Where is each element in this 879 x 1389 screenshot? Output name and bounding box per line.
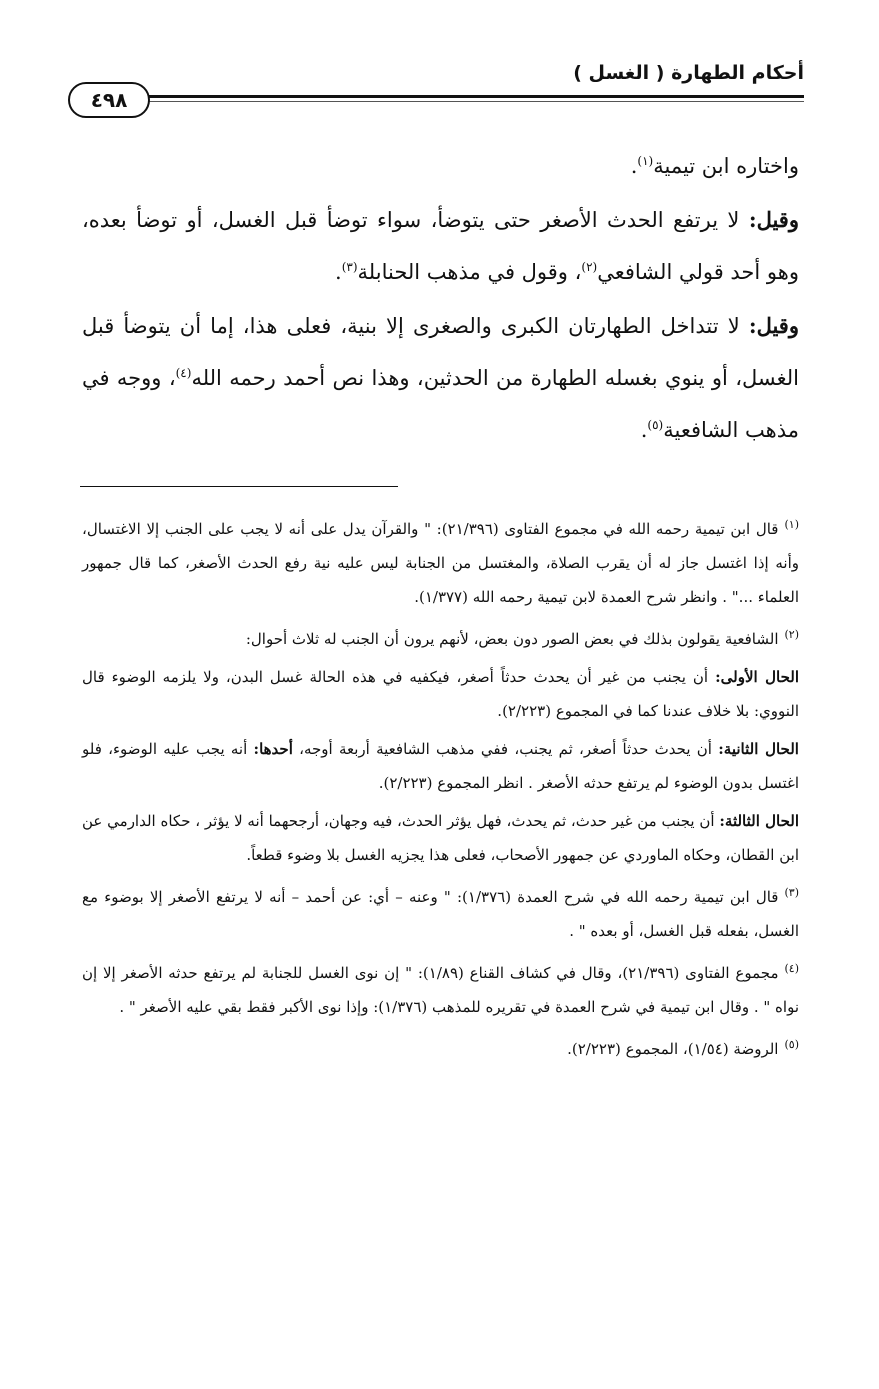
paragraph: واختاره ابن تيمية$^{(١)}$. (630, 154, 799, 178)
footnote: $^{(٤)}$مجموع الفتاوى (٢١/٣٩٦)، وقال في كشاف القناع (١/٨٩): " إن نوى الغسل للجنابة لم يرتفع حدثه الأصغر إلا إن نواه " . وقال ابن تيمية في شرح العمدة في تقريره للمذهب (١/٣٧٦): وإذا نوى الأكبر فقط بقي عليه الأصغر " . (82, 962, 799, 1016)
running-title: أحكام الطهارة ( الغسل ) (573, 62, 804, 84)
footnote-case: الحال الثانية: أن يحدث حدثاً أصغر، ثم يجنب، ففي مذهب الشافعية أربعة أوجه، أحدها: أنه يجب عليه الوضوء، فلو اغتسل بدون الوضوء لم يرتفع حدثه الأصغر . انظر المجموع (٢/٢٢٣). (82, 740, 799, 792)
page-header (70, 52, 804, 122)
footnote: $^{(٢)}$الشافعية يقولون بذلك في بعض الصور دون بعض، لأنهم يرون أن الجنب له ثلاث أحوال: (245, 628, 799, 648)
paragraph: وقيل: لا تتداخل الطهارتان الكبرى والصغرى إلا بنية، فعلى هذا، إما أن يتوضأ قبل الغسل، أو ينوي بغسله الطهارة من الحدثين، وهذا نص أحمد رحمه الله$^{(٤)}$، ووجه في مذهب الشافعية$^{(٥)}$. (82, 313, 799, 442)
footnote-ref: (٢) (581, 260, 598, 274)
footnote-case: الحال الأولى: أن يجنب من غير أن يحدث حدثاً أصغر، فيكفيه في هذه الحالة غسل البدن، ولا يلزمه الوضوء قال النووي: بلا خلاف عندنا كما في المجموع (٢/٢٢٣). (82, 668, 800, 720)
footnote: $^{(٣)}$قال ابن تيمية رحمه الله في شرح العمدة (١/٣٧٦): " وعنه – أي: عن أحمد – أنه لا يرتفع الأصغر إلا بوضوء مع الغسل، بفعله قبل الغسل، أو بعده " . (82, 886, 799, 940)
bold-lead: وقيل: (748, 313, 799, 338)
bold-lead: وقيل: (748, 207, 799, 232)
footnote: $^{(٥)}$الروضة (١/٥٤)، المجموع (٢/٢٢٣). (567, 1038, 799, 1058)
header-rule (70, 95, 804, 102)
footnote-ref: (٣) (341, 260, 358, 274)
footnote-separator (80, 486, 398, 487)
footnote-ref: (٤) (175, 366, 192, 380)
footnote-ref: (١) (637, 154, 654, 168)
footnote-case: الحال الثالثة: أن يجنب من غير حدث، ثم يحدث، فهل يؤثر الحدث، فيه وجهان، أرجحهما أنه لا يؤثر ، حكاه الدارمي عن ابن القطان، وحكاه الماوردي عن جمهور الأصحاب، فعلى هذا يجزيه الغسل بلا وضوء قطعاً. (82, 812, 799, 864)
footnote: $^{(١)}$قال ابن تيمية رحمه الله في مجموع الفتاوى (٢١/٣٩٦): " والقرآن يدل على أنه لا يجب على الجنب إلا الاغتسال، وأنه إذا اغتسل جاز له أن يقرب الصلاة، والمغتسل من الجنابة ليس عليه نية رفع الحدث الأصغر، كما قال جمهور العلماء ..." . وانظر شرح العمدة لابن تيمية رحمه الله (١/٣٧٧). (82, 518, 799, 606)
footnotes (82, 508, 799, 1070)
paragraph: وقيل: لا يرتفع الحدث الأصغر حتى يتوضأ، سواء توضأ قبل الغسل، أو توضأ بعده، وهو أحد قولي الشافعي$^{(٢)}$، وقول في مذهب الحنابلة$^{(٣)}$. (82, 207, 799, 284)
main-text (82, 140, 799, 458)
footnote-ref: (٥) (647, 418, 664, 432)
page-number: ٤٩٨ (68, 82, 150, 118)
